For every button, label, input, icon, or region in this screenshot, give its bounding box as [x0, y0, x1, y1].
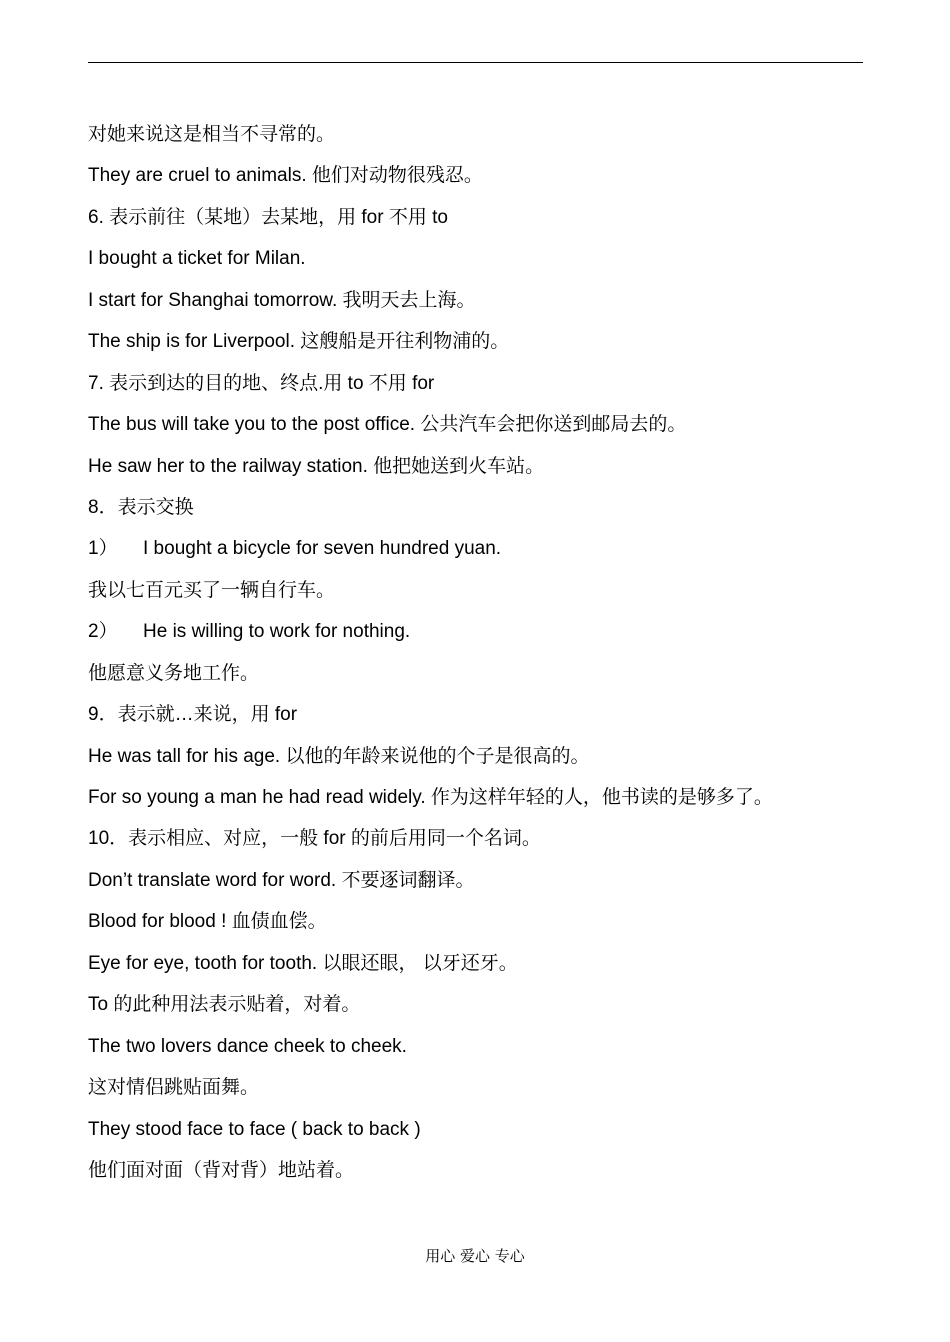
section-heading-10: 10．表示相应、对应，一般 for 的前后用同一个名词。 — [88, 828, 541, 850]
numbered-item-1 — [88, 528, 878, 569]
item-number: 1） — [88, 538, 118, 560]
text-line: They are cruel to animals. 他们对动物很残忍。 — [88, 165, 483, 187]
text-line: I bought a ticket for Milan. — [88, 248, 306, 270]
item-text: He is willing to work for nothing. — [143, 621, 411, 643]
text-line: 我以七百元买了一辆自行车。 — [88, 579, 336, 601]
text-line: I start for Shanghai tomorrow. 我明天去上海。 — [88, 289, 476, 311]
text-line: The bus will take you to the post office. 公共汽车会把你送到邮局去的。 — [88, 414, 687, 436]
text-line: 他愿意义务地工作。 — [88, 662, 260, 684]
text-line: The ship is for Liverpool. 这艘船是开往利物浦的。 — [88, 331, 510, 353]
header-rule — [88, 62, 863, 63]
text-line: He saw her to the railway station. 他把她送到火车站。 — [88, 455, 545, 477]
text-line: 对她来说这是相当不寻常的。 — [88, 124, 336, 145]
section-heading-7: 7. 表示到达的目的地、终点.用 to 不用 for — [88, 372, 435, 394]
text-line: To 的此种用法表示贴着，对着。 — [88, 994, 361, 1016]
section-heading-9: 9．表示就…来说，用 for — [88, 704, 298, 726]
text-line: He was tall for his age. 以他的年龄来说他的个子是很高的。 — [88, 745, 590, 767]
section-heading-8: 8．表示交换 — [88, 496, 194, 518]
text-line: For so young a man he had read widely. 作为这样年轻的人，他书读的是够多了。 — [88, 787, 773, 808]
text-line: The two lovers dance cheek to cheek. — [88, 1035, 407, 1057]
item-number: 2） — [88, 621, 118, 643]
text-line: Don’t translate word for word. 不要逐词翻译。 — [88, 869, 475, 891]
item-text: I bought a bicycle for seven hundred yuan. — [143, 538, 502, 560]
text-line: 他们面对面（背对背）地站着。 — [88, 1159, 355, 1181]
document-body — [88, 114, 878, 1191]
text-line: 这对情侣跳贴面舞。 — [88, 1077, 260, 1099]
text-line: Blood for blood ! 血债血偿。 — [88, 911, 327, 933]
numbered-item-2 — [88, 611, 878, 652]
text-line: They stood face to face ( back to back ) — [88, 1118, 421, 1140]
page-footer: 用心 爱心 专心 — [425, 1247, 525, 1265]
text-line: Eye for eye, tooth for tooth. 以眼还眼， 以牙还牙。 — [88, 952, 518, 974]
section-heading-6: 6. 表示前往（某地）去某地，用 for 不用 to — [88, 206, 448, 228]
